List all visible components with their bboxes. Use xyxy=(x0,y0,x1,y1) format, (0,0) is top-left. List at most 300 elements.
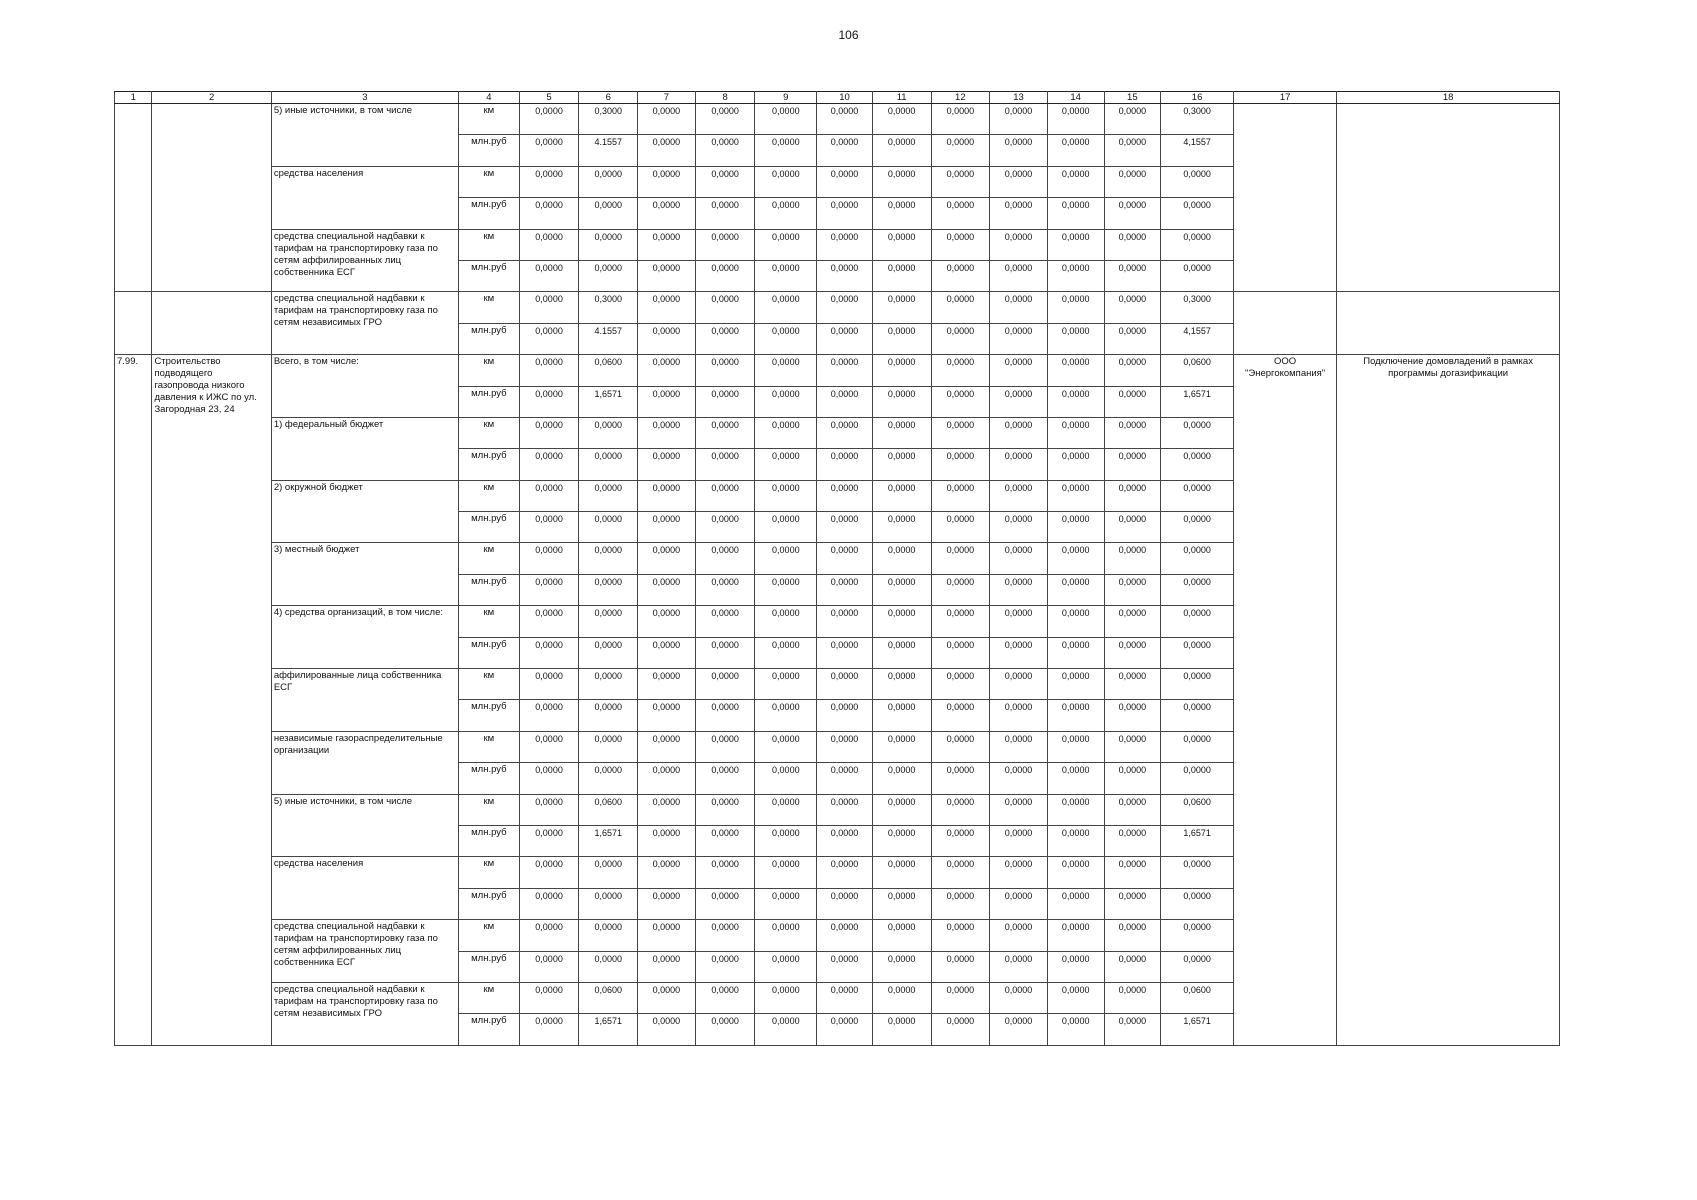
value-cell: 0,0000 xyxy=(931,606,990,637)
value-cell: 0,0000 xyxy=(755,292,817,323)
column-header: 11 xyxy=(872,92,931,104)
value-cell: 0,0000 xyxy=(817,543,873,574)
funding-source-label: Всего, в том числе: xyxy=(271,355,458,418)
value-cell: 0,0000 xyxy=(1104,323,1161,354)
value-cell: 0,0000 xyxy=(931,135,990,166)
value-cell: 0,0000 xyxy=(990,669,1048,700)
value-cell: 0,0000 xyxy=(872,166,931,197)
value-cell: 0,0000 xyxy=(695,449,755,480)
value-cell: 0,0000 xyxy=(1047,920,1104,951)
value-cell: 0,0000 xyxy=(638,355,696,386)
executor-cell: ООО "Энергокомпания" xyxy=(1234,355,1337,1046)
unit-cell: км xyxy=(459,543,520,574)
value-cell: 0,0000 xyxy=(755,857,817,888)
item-name xyxy=(152,292,271,355)
column-header: 4 xyxy=(459,92,520,104)
value-cell: 0,0000 xyxy=(872,763,931,794)
value-cell: 0,0000 xyxy=(755,449,817,480)
value-cell: 1,6571 xyxy=(1161,1014,1234,1045)
value-cell: 0,0000 xyxy=(638,512,696,543)
value-cell: 0,0000 xyxy=(990,323,1048,354)
value-cell: 0,0000 xyxy=(579,951,638,982)
value-cell: 0,0000 xyxy=(695,637,755,668)
value-cell: 0,0000 xyxy=(638,606,696,637)
column-header: 18 xyxy=(1337,92,1560,104)
value-cell: 0,0000 xyxy=(519,1014,579,1045)
value-cell: 0,0000 xyxy=(695,825,755,856)
column-header: 15 xyxy=(1104,92,1161,104)
value-cell: 0,0000 xyxy=(1104,449,1161,480)
value-cell: 0,0000 xyxy=(1047,386,1104,417)
value-cell: 0,0000 xyxy=(755,166,817,197)
value-cell: 0,0000 xyxy=(1161,417,1234,448)
value-cell: 0,0000 xyxy=(519,198,579,229)
value-cell: 0,0000 xyxy=(638,982,696,1013)
column-header: 17 xyxy=(1234,92,1337,104)
value-cell: 0,0000 xyxy=(579,543,638,574)
value-cell: 0,0000 xyxy=(990,543,1048,574)
item-number: 7.99. xyxy=(115,355,152,1046)
value-cell: 0,0000 xyxy=(817,763,873,794)
table-row xyxy=(115,292,1560,323)
value-cell: 0,0000 xyxy=(695,135,755,166)
value-cell: 0,0000 xyxy=(638,292,696,323)
funding-source-label: 5) иные источники, в том числе xyxy=(271,104,458,167)
value-cell: 0,0000 xyxy=(1161,260,1234,291)
value-cell: 0,0600 xyxy=(1161,355,1234,386)
value-cell: 0,0600 xyxy=(1161,794,1234,825)
funding-source-label: средства специальной надбавки к тарифам на транспортировку газа по сетям независимых ГРО xyxy=(271,292,458,355)
value-cell: 0,0000 xyxy=(872,982,931,1013)
value-cell: 0,0000 xyxy=(1047,731,1104,762)
value-cell: 0,0000 xyxy=(519,763,579,794)
value-cell: 0,0000 xyxy=(579,669,638,700)
value-cell: 0,0000 xyxy=(872,449,931,480)
value-cell: 0,0000 xyxy=(1104,104,1161,135)
value-cell: 0,0000 xyxy=(931,825,990,856)
value-cell: 0,0000 xyxy=(872,292,931,323)
column-header: 7 xyxy=(638,92,696,104)
value-cell: 0,0000 xyxy=(519,731,579,762)
unit-cell: км xyxy=(459,606,520,637)
value-cell: 0,0000 xyxy=(638,763,696,794)
value-cell: 0,0000 xyxy=(872,229,931,260)
value-cell: 0,0000 xyxy=(579,260,638,291)
value-cell: 0,0000 xyxy=(695,982,755,1013)
value-cell: 0,0600 xyxy=(579,982,638,1013)
value-cell: 0,0000 xyxy=(1047,355,1104,386)
value-cell: 0,0000 xyxy=(579,637,638,668)
value-cell: 0,0000 xyxy=(695,951,755,982)
value-cell: 0,0000 xyxy=(755,512,817,543)
value-cell: 0,0000 xyxy=(519,260,579,291)
value-cell: 0,0000 xyxy=(579,857,638,888)
value-cell: 0,0000 xyxy=(1161,951,1234,982)
value-cell: 0,0000 xyxy=(872,606,931,637)
value-cell: 0,0000 xyxy=(638,198,696,229)
value-cell: 0,0000 xyxy=(872,323,931,354)
unit-cell: км xyxy=(459,982,520,1013)
value-cell: 0,0000 xyxy=(1047,637,1104,668)
value-cell: 0,0000 xyxy=(1104,920,1161,951)
value-cell: 0,0000 xyxy=(872,920,931,951)
value-cell: 0,0000 xyxy=(817,982,873,1013)
value-cell: 0,0000 xyxy=(817,825,873,856)
executor-cell xyxy=(1234,104,1337,292)
unit-cell: млн.руб xyxy=(459,700,520,731)
value-cell: 0,0000 xyxy=(817,794,873,825)
value-cell: 0,0000 xyxy=(817,480,873,511)
value-cell: 0,0000 xyxy=(1161,198,1234,229)
value-cell: 0,0000 xyxy=(1047,763,1104,794)
value-cell: 0,0000 xyxy=(695,857,755,888)
value-cell: 0,0000 xyxy=(817,323,873,354)
value-cell: 0,0000 xyxy=(931,104,990,135)
value-cell: 0,0000 xyxy=(579,198,638,229)
value-cell: 0,0000 xyxy=(931,1014,990,1045)
value-cell: 0,0000 xyxy=(638,543,696,574)
value-cell: 4,1557 xyxy=(1161,323,1234,354)
value-cell: 0,0000 xyxy=(1104,794,1161,825)
table-row xyxy=(115,104,1560,135)
value-cell: 0,0000 xyxy=(1161,637,1234,668)
value-cell: 0,0000 xyxy=(755,982,817,1013)
value-cell: 0,0000 xyxy=(638,449,696,480)
value-cell: 0,0000 xyxy=(1104,417,1161,448)
value-cell: 0,0000 xyxy=(638,386,696,417)
funding-source-label: 4) средства организаций, в том числе: xyxy=(271,606,458,669)
value-cell: 0,0000 xyxy=(695,794,755,825)
value-cell: 0,0000 xyxy=(755,543,817,574)
value-cell: 0,0000 xyxy=(579,449,638,480)
value-cell: 0,0000 xyxy=(872,857,931,888)
value-cell: 0,0000 xyxy=(931,763,990,794)
value-cell: 0,0000 xyxy=(1047,606,1104,637)
item-name: Строительство подводящего газопровода низкого давления к ИЖС по ул. Загородная 23, 24 xyxy=(152,355,271,1046)
value-cell: 0,0000 xyxy=(695,1014,755,1045)
value-cell: 0,0000 xyxy=(695,417,755,448)
value-cell: 0,0000 xyxy=(638,888,696,919)
value-cell: 0,0000 xyxy=(755,825,817,856)
unit-cell: млн.руб xyxy=(459,198,520,229)
page-number: 106 xyxy=(838,28,859,42)
unit-cell: млн.руб xyxy=(459,135,520,166)
value-cell: 0,0000 xyxy=(638,1014,696,1045)
value-cell: 0,0000 xyxy=(931,355,990,386)
column-header: 3 xyxy=(271,92,458,104)
value-cell: 0,0000 xyxy=(1161,606,1234,637)
value-cell: 0,0000 xyxy=(817,104,873,135)
note-cell xyxy=(1337,104,1560,292)
value-cell: 0,0000 xyxy=(755,386,817,417)
value-cell: 0,0000 xyxy=(872,669,931,700)
value-cell: 0,0000 xyxy=(519,355,579,386)
value-cell: 0,0000 xyxy=(755,606,817,637)
value-cell: 0,0000 xyxy=(990,920,1048,951)
value-cell: 0,0000 xyxy=(931,292,990,323)
unit-cell: млн.руб xyxy=(459,763,520,794)
value-cell: 0,0000 xyxy=(1047,543,1104,574)
value-cell: 0,0000 xyxy=(695,512,755,543)
unit-cell: км xyxy=(459,104,520,135)
value-cell: 0,0000 xyxy=(990,857,1048,888)
funding-source-label: средства специальной надбавки к тарифам на транспортировку газа по сетям независимых ГРО xyxy=(271,982,458,1045)
value-cell: 0,0000 xyxy=(872,512,931,543)
value-cell: 0,0000 xyxy=(931,982,990,1013)
unit-cell: млн.руб xyxy=(459,260,520,291)
value-cell: 0,0000 xyxy=(519,825,579,856)
value-cell: 0,0000 xyxy=(817,512,873,543)
value-cell: 0,0000 xyxy=(1104,386,1161,417)
value-cell: 0,0000 xyxy=(817,920,873,951)
value-cell: 0,0000 xyxy=(817,229,873,260)
value-cell: 0,0000 xyxy=(931,417,990,448)
value-cell: 0,0000 xyxy=(1047,825,1104,856)
value-cell: 0,0000 xyxy=(1047,104,1104,135)
value-cell: 0,0000 xyxy=(1161,857,1234,888)
funding-source-label: средства специальной надбавки к тарифам на транспортировку газа по сетям аффилированных лиц собственника ЕСГ xyxy=(271,229,458,292)
value-cell: 0,0000 xyxy=(817,260,873,291)
value-cell: 0,0000 xyxy=(1161,543,1234,574)
value-cell: 0,0000 xyxy=(1104,543,1161,574)
value-cell: 0,0000 xyxy=(931,669,990,700)
value-cell: 0,0000 xyxy=(872,260,931,291)
value-cell: 0,0000 xyxy=(579,888,638,919)
value-cell: 0,0000 xyxy=(695,260,755,291)
item-number xyxy=(115,104,152,292)
value-cell: 0,0000 xyxy=(1047,449,1104,480)
value-cell: 0,0000 xyxy=(1104,512,1161,543)
value-cell: 0,0000 xyxy=(990,292,1048,323)
item-name xyxy=(152,104,271,292)
value-cell: 0,0000 xyxy=(519,857,579,888)
value-cell: 0,0000 xyxy=(1104,951,1161,982)
value-cell: 0,0000 xyxy=(1161,669,1234,700)
value-cell: 0,0000 xyxy=(1104,606,1161,637)
value-cell: 0,0000 xyxy=(638,825,696,856)
value-cell: 0,0000 xyxy=(817,888,873,919)
column-header: 8 xyxy=(695,92,755,104)
value-cell: 0,0000 xyxy=(931,920,990,951)
value-cell: 0,0000 xyxy=(1104,669,1161,700)
value-cell: 0,0000 xyxy=(1104,260,1161,291)
value-cell: 0,0000 xyxy=(695,323,755,354)
value-cell: 1,6571 xyxy=(579,386,638,417)
value-cell: 0,0000 xyxy=(872,198,931,229)
funding-source-label: 5) иные источники, в том числе xyxy=(271,794,458,857)
value-cell: 0,0000 xyxy=(755,731,817,762)
value-cell: 0,0000 xyxy=(990,229,1048,260)
value-cell: 0,0000 xyxy=(1047,198,1104,229)
value-cell: 0,0000 xyxy=(1047,512,1104,543)
value-cell: 0,0000 xyxy=(872,104,931,135)
value-cell: 0,0000 xyxy=(931,888,990,919)
column-number-header-row xyxy=(115,92,1560,104)
value-cell: 0,0000 xyxy=(579,417,638,448)
value-cell: 0,0000 xyxy=(1161,763,1234,794)
value-cell: 0,0000 xyxy=(817,637,873,668)
value-cell: 0,0000 xyxy=(1104,292,1161,323)
funding-source-label: средства специальной надбавки к тарифам на транспортировку газа по сетям аффилированных лиц собственника ЕСГ xyxy=(271,920,458,983)
unit-cell: млн.руб xyxy=(459,386,520,417)
value-cell: 0,0000 xyxy=(990,512,1048,543)
value-cell: 1,6571 xyxy=(579,825,638,856)
item-number xyxy=(115,292,152,355)
value-cell: 0,0000 xyxy=(1104,355,1161,386)
value-cell: 1,6571 xyxy=(1161,386,1234,417)
value-cell: 0,0000 xyxy=(755,323,817,354)
value-cell: 0,0000 xyxy=(817,386,873,417)
value-cell: 0,0000 xyxy=(1161,512,1234,543)
value-cell: 0,0000 xyxy=(872,417,931,448)
column-header: 12 xyxy=(931,92,990,104)
unit-cell: км xyxy=(459,417,520,448)
value-cell: 0,0000 xyxy=(755,951,817,982)
value-cell: 0,0000 xyxy=(579,920,638,951)
value-cell: 0,0000 xyxy=(1047,982,1104,1013)
value-cell: 0,0000 xyxy=(1161,574,1234,605)
value-cell: 0,0000 xyxy=(1047,574,1104,605)
value-cell: 0,0000 xyxy=(1104,480,1161,511)
value-cell: 0,3000 xyxy=(579,292,638,323)
value-cell: 0,0000 xyxy=(695,480,755,511)
unit-cell: км xyxy=(459,857,520,888)
value-cell: 0,0000 xyxy=(1047,669,1104,700)
value-cell: 0,0000 xyxy=(1047,700,1104,731)
value-cell: 0,0000 xyxy=(519,480,579,511)
value-cell: 0,0000 xyxy=(579,763,638,794)
funding-source-label: средства населения xyxy=(271,857,458,920)
column-header: 16 xyxy=(1161,92,1234,104)
value-cell: 0,0000 xyxy=(990,449,1048,480)
value-cell: 0,0000 xyxy=(579,574,638,605)
unit-cell: млн.руб xyxy=(459,449,520,480)
value-cell: 0,0000 xyxy=(638,857,696,888)
value-cell: 0,0000 xyxy=(990,135,1048,166)
value-cell: 4,1557 xyxy=(1161,135,1234,166)
note-cell xyxy=(1337,292,1560,355)
value-cell: 0,0000 xyxy=(519,920,579,951)
value-cell: 0,0000 xyxy=(1104,825,1161,856)
value-cell: 0,0000 xyxy=(579,229,638,260)
value-cell: 0,0000 xyxy=(931,166,990,197)
value-cell: 0,0000 xyxy=(695,700,755,731)
value-cell: 0,0000 xyxy=(579,731,638,762)
value-cell: 0,0000 xyxy=(1104,763,1161,794)
value-cell: 0,0000 xyxy=(755,794,817,825)
column-header: 5 xyxy=(519,92,579,104)
value-cell: 0,0000 xyxy=(817,198,873,229)
value-cell: 0,0000 xyxy=(519,512,579,543)
value-cell: 0,0000 xyxy=(755,229,817,260)
value-cell: 0,0000 xyxy=(638,731,696,762)
value-cell: 0,0000 xyxy=(931,512,990,543)
value-cell: 0,0000 xyxy=(990,574,1048,605)
value-cell: 0,0000 xyxy=(519,135,579,166)
value-cell: 0,0600 xyxy=(1161,982,1234,1013)
value-cell: 0,0000 xyxy=(755,700,817,731)
value-cell: 0,0000 xyxy=(638,637,696,668)
note-cell: Подключение домовладений в рамках программы догазификации xyxy=(1337,355,1560,1046)
value-cell: 0,0000 xyxy=(519,982,579,1013)
value-cell: 0,0000 xyxy=(695,229,755,260)
value-cell: 0,0000 xyxy=(638,229,696,260)
value-cell: 0,0000 xyxy=(872,951,931,982)
value-cell: 0,0000 xyxy=(638,417,696,448)
value-cell: 0,0000 xyxy=(872,888,931,919)
value-cell: 0,0000 xyxy=(579,166,638,197)
value-cell: 0,0000 xyxy=(1047,260,1104,291)
value-cell: 0,0000 xyxy=(755,417,817,448)
value-cell: 0,0000 xyxy=(1104,574,1161,605)
value-cell: 0,0000 xyxy=(990,951,1048,982)
value-cell: 0,0000 xyxy=(695,669,755,700)
value-cell: 0,0000 xyxy=(1104,166,1161,197)
funding-source-label: аффилированные лица собственника ЕСГ xyxy=(271,669,458,732)
value-cell: 0,0000 xyxy=(755,669,817,700)
funding-source-label: 2) окружной бюджет xyxy=(271,480,458,543)
value-cell: 0,0000 xyxy=(1047,951,1104,982)
value-cell: 0,0000 xyxy=(931,951,990,982)
value-cell: 0,0000 xyxy=(519,166,579,197)
value-cell: 0,0000 xyxy=(519,794,579,825)
unit-cell: км xyxy=(459,731,520,762)
value-cell: 0,0000 xyxy=(519,700,579,731)
value-cell: 0,0000 xyxy=(755,574,817,605)
value-cell: 0,0000 xyxy=(1047,888,1104,919)
value-cell: 0,0000 xyxy=(1047,1014,1104,1045)
unit-cell: млн.руб xyxy=(459,888,520,919)
value-cell: 0,0000 xyxy=(817,731,873,762)
value-cell: 0,0000 xyxy=(755,104,817,135)
value-cell: 0,0000 xyxy=(695,606,755,637)
value-cell: 0,0000 xyxy=(1161,731,1234,762)
value-cell: 0,0000 xyxy=(1104,857,1161,888)
value-cell: 0,0000 xyxy=(817,1014,873,1045)
value-cell: 0,0600 xyxy=(579,794,638,825)
value-cell: 0,0000 xyxy=(872,825,931,856)
value-cell: 0,0000 xyxy=(519,417,579,448)
value-cell: 0,0000 xyxy=(638,480,696,511)
value-cell: 0,0000 xyxy=(695,543,755,574)
column-header: 1 xyxy=(115,92,152,104)
value-cell: 0,0000 xyxy=(695,731,755,762)
value-cell: 0,0000 xyxy=(1161,166,1234,197)
unit-cell: км xyxy=(459,669,520,700)
value-cell: 0,0000 xyxy=(755,637,817,668)
column-header: 6 xyxy=(579,92,638,104)
value-cell: 0,0000 xyxy=(931,449,990,480)
value-cell: 0,0000 xyxy=(1104,135,1161,166)
value-cell: 0,0000 xyxy=(817,857,873,888)
value-cell: 0,0000 xyxy=(817,355,873,386)
value-cell: 0,0600 xyxy=(579,355,638,386)
value-cell: 0,0000 xyxy=(695,763,755,794)
value-cell: 0,0000 xyxy=(695,888,755,919)
value-cell: 0,3000 xyxy=(1161,104,1234,135)
value-cell: 0,0000 xyxy=(1104,888,1161,919)
value-cell: 0,0000 xyxy=(931,229,990,260)
value-cell: 0,0000 xyxy=(931,260,990,291)
value-cell: 0,0000 xyxy=(638,700,696,731)
value-cell: 0,0000 xyxy=(872,480,931,511)
value-cell: 0,0000 xyxy=(519,888,579,919)
value-cell: 0,0000 xyxy=(817,417,873,448)
value-cell: 0,0000 xyxy=(755,355,817,386)
value-cell: 0,0000 xyxy=(872,700,931,731)
value-cell: 0,0000 xyxy=(1104,700,1161,731)
value-cell: 0,0000 xyxy=(755,480,817,511)
